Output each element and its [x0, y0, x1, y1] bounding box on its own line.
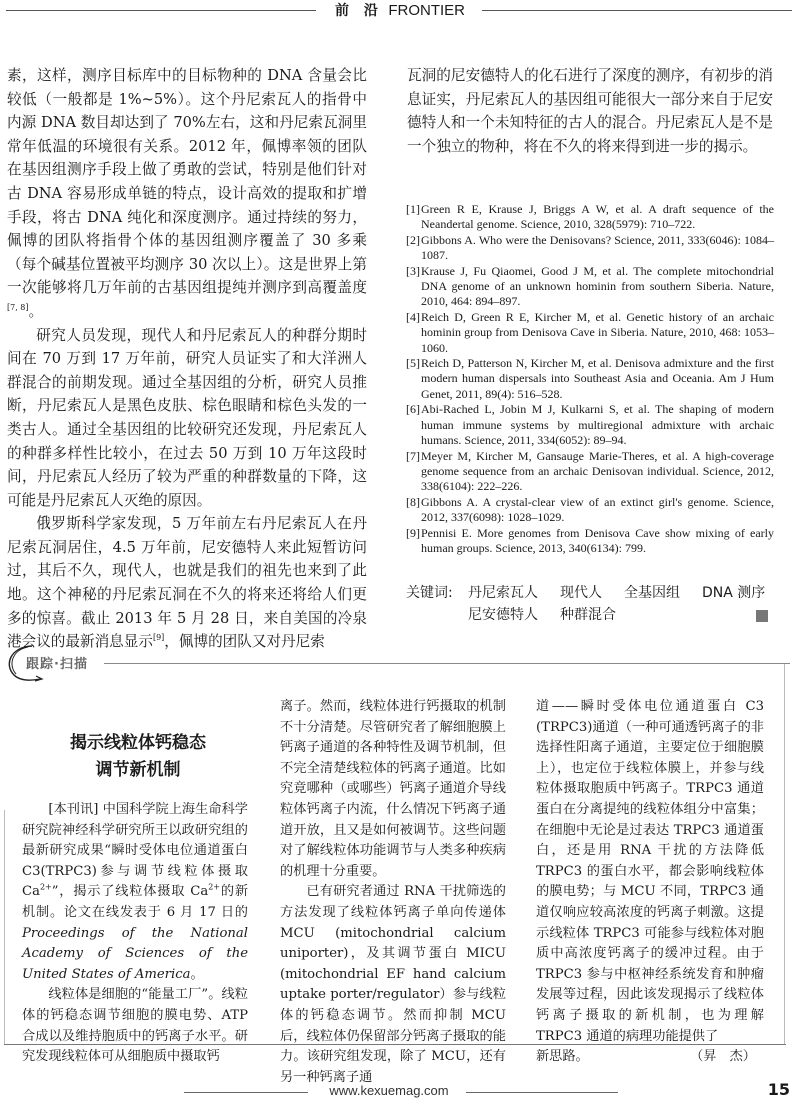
reference-number: [9] [406, 525, 420, 540]
end-of-article-mark-icon [756, 610, 768, 622]
reference-number: [6] [406, 402, 420, 417]
footer-rule-left [184, 1092, 308, 1093]
page-number: 15 [767, 1080, 790, 1099]
reference-item [406, 310, 774, 356]
news-title: 揭示线粒体钙稳态 调节新机制 [70, 733, 206, 780]
reference-text: Abi-Rached L, Jobin M J, Kulkarni S, et al. The shaping of modern human immune systems by multiregional admixture with archaic humans. Science, 2011, 334(6052): 89–94. [421, 402, 774, 448]
footer-rule-right [466, 1092, 618, 1093]
reference-text: Green R E, Krause J, Briggs A W, et al. A draft sequence of the Neandertal genome. Science, 2010, 328(5979): 710–722. [421, 202, 774, 232]
keyword: 丹尼索瓦人 [468, 585, 538, 601]
reference-number: [8] [406, 494, 420, 509]
reference-item [406, 233, 774, 264]
reference-item [406, 526, 774, 557]
reference-text: Reich D, Green R E, Kircher M, et al. Genetic history of an archaic hominin group from Denisova Cave in Siberia. Nature, 2010, 468: 1053–1060. [421, 309, 774, 355]
paragraph: 离子。然而，线粒体进行钙摄取的机制不十分清楚。尽管研究者了解细胞膜上钙离子通道的各种特性及调节机制，但不完全清楚线粒体的钙离子通道。比如究竟哪种（或哪些）钙离子通道介导线粒体钙离子内流，什么情况下钙离子通道开放，且又是如何被调节。这些问题对了解线粒体功能调节与人类多种疾病的机理十分重要。 [280, 699, 506, 879]
news-column-1 [22, 800, 248, 1068]
reference-list [406, 202, 774, 556]
reference-item [406, 402, 774, 448]
reference-item [406, 356, 774, 402]
keywords [406, 582, 774, 626]
keywords-label: 关键词: [406, 585, 453, 601]
header-rule-right [482, 10, 792, 11]
reference-number: [3] [406, 263, 420, 278]
reference-text: Gibbons A. A crystal-clear view of an extinct girl's genome. Science, 2012, 337(6098): 1028–1029. [421, 494, 774, 525]
author-byline: （昇 杰） [690, 1049, 756, 1065]
banner-label: 跟踪·扫描 [26, 657, 88, 672]
reference-text: Krause J, Fu Qiaomei, Good J M, et al. The complete mitochondrial DNA genome of an unknown hominin from southern Siberia. Nature, 2010, 464: 894–897. [421, 263, 774, 309]
reference-number: [5] [406, 356, 420, 371]
citation: [7, 8] [7, 303, 29, 313]
section-banner [4, 643, 800, 683]
paragraph: [本刊讯] 中国科学院上海生命科学研究院神经科学研究所王以政研究组的最新研究成果“瞬时受体电位通道蛋白 C3(TRPC3)参与调节线粒体摄取 $Ca^{2+}$”，揭示了线粒体摄取 $Ca^{2+}$的新机制。论文在线发表于 6 月 17 日的 Proceedings of the National Academy of Sciences of the United States of America。 [22, 802, 249, 982]
page-footer [0, 1080, 800, 1104]
reference-number: [1] [406, 202, 420, 216]
reference-number: [4] [406, 309, 420, 324]
news-column-2 [280, 697, 506, 1088]
last-line: 新思路。 [536, 1049, 589, 1065]
paragraph: 已有研究者通过 RNA 干扰筛选的方法发现了线粒体钙离子单向传递体 MCU (mitochondrial calcium uniporter)，及其调节蛋白 MICU (mitochondrial EF hand calcium uptake porter/regulator）参与线粒体的钙稳态调节。然而抑制 MCU 后，线粒体仍保留部分钙离子摄取的能力。该研究组发现，除了 MCU，还有另一种钙离子通 [280, 884, 506, 1085]
article-column-left [7, 64, 367, 654]
paragraph: 道——瞬时受体电位通道蛋白 C3 (TRPC3)通道（一种可通透钙离子的非选择性阳离子通道，主要定位于细胞膜上），也定位于线粒体膜上，并参与线粒体摄取胞质中钙离子。TRPC3 通道蛋白在分离提纯的线粒体组分中富集；在细胞中无论是过表达 TRPC3 通道蛋白，还是用 RNA 干扰的方法降低 TRPC3 的蛋白水平，都会影响线粒体的膜电势；与 MCU 不同，TRPC3 通道仅响应较高浓度的钙离子刺激。这提示线粒体 TRPC3 可能参与线粒体对胞质中高浓度钙离子的缓冲过程。由于 TRPC3 参与中枢神经系统发育和肿瘤发展等过程，因此该发现揭示了线粒体钙离子摄取的新机制，也为理解 TRPC3 通道的病理功能提供了 [536, 699, 764, 1044]
section-title [320, 0, 480, 20]
keyword: DNA 测序 [702, 585, 766, 601]
keyword: 种群混合 [560, 607, 616, 623]
news-column-3 [536, 697, 764, 1068]
reference-text: Gibbons A. Who were the Denisovans? Science, 2011, 333(6046): 1084–1087. [421, 232, 774, 263]
keyword: 全基因组 [624, 585, 680, 601]
paragraph: 研究人员发现，现代人和丹尼索瓦人的种群分期时间在 70 万到 17 万年前，研究人员证实了和大洋洲人群混合的前期发现。通过全基因组的分析，研究人员推断，丹尼索瓦人是黑色皮肤、棕色眼睛和棕色头发的一类古人。通过全基因组的比较研究还发现，丹尼索瓦人的种群多样性比较小，在过去 50 万到 10 万年这段时间，丹尼索瓦人经历了较为严重的种群数量的下降，这可能是丹尼索瓦人灭绝的原因。 [7, 326, 367, 509]
article-column-right [407, 64, 773, 158]
paragraph: 线粒体是细胞的“能量工厂”。线粒体的钙稳态调节细胞的膜电势、ATP 合成以及维持胞质中的钙离子水平。研究发现线粒体可从细胞质中摄取钙 [22, 987, 248, 1065]
reference-text: Reich D, Patterson N, Kircher M, et al. Denisova admixture and the first modern human dispersals into Southeast Asia and Oceania. Am J Hum Genet, 2011, 89(4): 516–528. [421, 356, 774, 401]
box-border-left [4, 810, 5, 1044]
citation: [9] [152, 633, 165, 643]
paragraph: 素，这样，测序目标库中的目标物种的 DNA 含量会比较低（一般都是 1%~5%）。这个丹尼索瓦人的指骨中内源 DNA 数目却达到了 70%左右，这和丹尼索瓦洞里常年低温的环境很有关系。2012 年，佩博率领的团队在基因组测序手段上做了勇敢的尝试，特别是他们针对古 DNA 容易形成单链的特点，设计高效的提取和扩增手段，将古 DNA 纯化和深度测序。通过持续的努力，佩博的团队将指骨个体的基因组测序覆盖了 30 多乘（每个碱基位置被平均测序 30 次以上）。这是世界上第一次能够将几万年前的古基因组提纯并测序到高覆盖度[7, 8]。 [7, 67, 367, 320]
reference-item [406, 202, 774, 233]
keyword: 现代人 [560, 585, 602, 601]
journal-name: Proceedings of the National Academy of Sciences of the United States of America [22, 925, 248, 982]
reference-item [406, 449, 774, 495]
website-url[interactable]: www.kexuemag.com [329, 1083, 449, 1098]
section-title-cn: 前 沿 [335, 3, 383, 19]
paragraph: 瓦洞的尼安德特人的化石进行了深度的测序，有初步的消息证实，丹尼索瓦人的基因组可能很大一部分来自于尼安德特人和一个未知特征的古人的混合。丹尼索瓦人是不是一个独立的物种，将在不久的将来得到进一步的揭示。 [407, 67, 773, 155]
keyword: 尼安德特人 [468, 607, 538, 623]
reference-text: Pennisi E. More genomes from Denisova Cave show mixing of early human groups. Science, 2013, 340(6134): 799. [421, 525, 774, 555]
section-title-en: FRONTIER [388, 2, 465, 19]
reference-item [406, 495, 774, 526]
box-border-right [784, 664, 785, 1044]
reference-item [406, 264, 774, 310]
reference-text: Meyer M, Kircher M, Gansauge Marie-Theres, et al. A high-coverage genome sequence from an archaic Denisovan individual. Science, 2012, 338(6104): 222–226. [421, 448, 774, 494]
header-rule-left [6, 10, 316, 11]
banner-rule [104, 663, 790, 664]
running-header [0, 0, 800, 22]
reference-number: [2] [406, 232, 420, 247]
reference-number: [7] [406, 448, 420, 463]
paragraph: 俄罗斯科学家发现，5 万年前左右丹尼索瓦人在丹尼索瓦洞居住，4.5 万年前，尼安德特人来此短暂访问过，其后不久，现代人，也就是我们的祖先也来到了此地。这个神秘的丹尼索瓦洞在不久的将来还将给人们更多的惊喜。截止 2013 年 5 月 28 日，来自美国的冷泉港会议的最新消息显示[9]，佩博的团队又对丹尼索 [7, 515, 367, 651]
